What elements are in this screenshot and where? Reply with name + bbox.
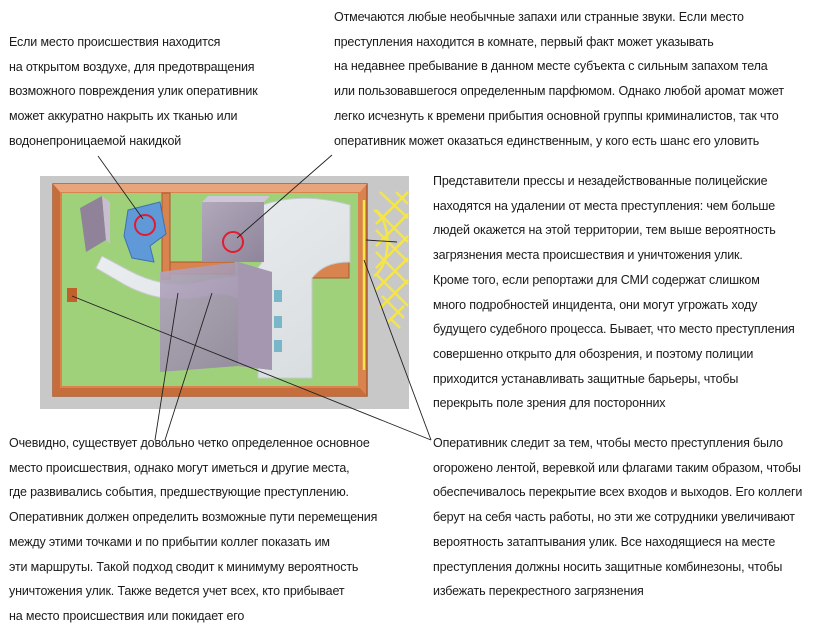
door-marker <box>67 288 77 302</box>
window <box>274 316 282 328</box>
caption-line: место происшествия, однако могут иметься и другие места, <box>9 460 350 475</box>
caption-smells-sounds <box>334 5 814 153</box>
caption-line: эти маршруты. Такой подход сводит к минимуму вероятность <box>9 559 359 574</box>
caption-barrier-tape <box>433 431 815 604</box>
caption-line: может аккуратно накрыть их тканью или <box>9 109 238 124</box>
caption-line: вероятность затаптывания улик. Все находящиеся на месте <box>433 534 776 549</box>
caption-line: на место происшествия или покидает его <box>9 608 245 623</box>
caption-line: избежать перекрестного загрязнения <box>433 584 644 599</box>
caption-line: между этими точками и по прибытии коллег показать им <box>9 534 330 549</box>
caption-line: преступления находится в комнате, первый факт может указывать <box>334 34 714 49</box>
caption-line: берут на себя часть работы, но эти же сотрудники увеличивают <box>433 510 795 525</box>
caption-line: Оперативник должен определить возможные пути перемещения <box>9 510 378 525</box>
caption-line: Если место происшествия находится <box>9 35 221 49</box>
caption-line: огорожено лентой, веревкой или флагами таким образом, чтобы <box>433 460 801 475</box>
caption-line: обеспечивалось перекрытие всех входов и выходов. Его коллеги <box>433 485 803 500</box>
wall-top-face <box>53 184 367 192</box>
sofa-box-face <box>238 262 272 370</box>
window <box>274 290 282 302</box>
wall-left-face <box>53 184 60 396</box>
caption-line: на открытом воздухе, для предотвращения <box>9 59 255 74</box>
caption-line: много подробностей инцидента, они могут угрожать ходу <box>433 297 758 312</box>
table-box-top <box>202 196 270 202</box>
caption-line: людей окажется на этой территории, тем выше вероятность <box>433 223 776 238</box>
caption-line: приходится устанавливать защитные барьеры, чтобы <box>433 371 739 386</box>
caption-line: Представители прессы и незадействованные полицейские <box>433 174 768 188</box>
caption-line: или пользовавшегося определенным парфюмом. Однако любой аромат может <box>334 84 784 99</box>
caption-line: на недавнее пребывание в данном месте субъекта с сильным запахом тела <box>334 59 768 74</box>
caption-line: перекрыть поле зрения для посторонних <box>433 396 666 411</box>
caption-line: водонепроницаемой накидкой <box>9 133 182 148</box>
caption-line: возможного повреждения улик оперативник <box>9 84 258 99</box>
caption-line: уничтожения улик. Также ведется учет всех, кто прибывает <box>9 584 345 599</box>
caption-line: Очевидно, существует довольно четко определенное основное <box>9 436 370 450</box>
caption-line: оперативник может оказаться единственным, у кого есть шанс его уловить <box>334 133 760 148</box>
caption-outdoor-evidence <box>9 30 309 154</box>
caption-line: где развивались события, предшествующие преступлению. <box>9 485 349 500</box>
caption-line: будущего судебного процесса. Бывает, что место преступления <box>433 322 795 337</box>
window <box>274 340 282 352</box>
caption-line: загрязнения места происшествия и уничтожения улик. <box>433 248 743 263</box>
caption-line: Оперативник следит за тем, чтобы место преступления было <box>433 436 783 450</box>
caption-line: Отмечаются любые необычные запахи или странные звуки. Если место <box>334 10 744 24</box>
caption-press-distance <box>433 169 815 416</box>
caption-multiple-places <box>9 431 409 629</box>
caption-line: Кроме того, если репортажи для СМИ содержат слишком <box>433 272 760 287</box>
caption-line: совершенно открыто для обозрения, и поэтому полиции <box>433 346 754 361</box>
wall-bottom-face <box>53 388 367 396</box>
caption-line: легко исчезнуть к времени прибытия основной группы криминалистов, так что <box>334 108 779 123</box>
caption-line: преступления должны носить защитные комбинезоны, чтобы <box>433 559 783 574</box>
caption-line: находятся на удалении от места преступления: чем больше <box>433 198 776 213</box>
